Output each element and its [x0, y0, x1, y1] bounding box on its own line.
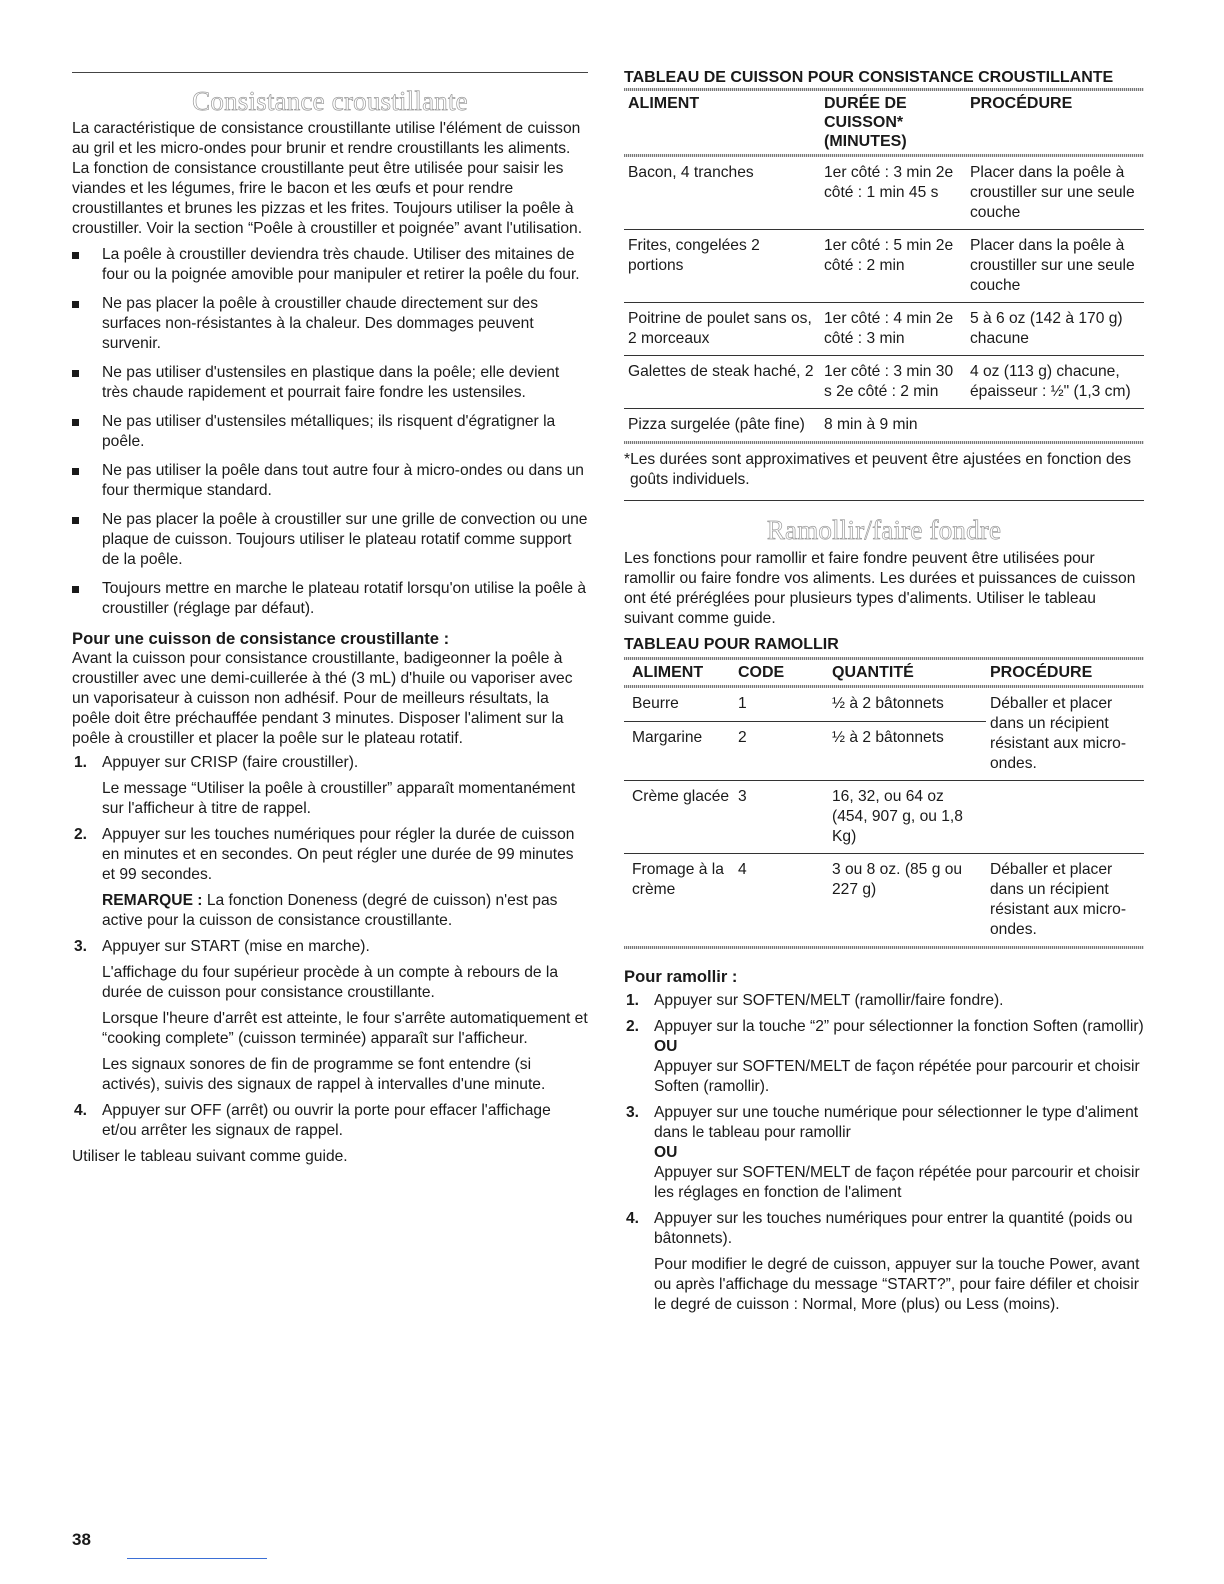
list-item: Ne pas placer la poêle à croustiller sur une grille de convection ou une plaque de cuisson. Toujours utiliser le plateau rotatif comme support de la poêle.: [72, 510, 588, 570]
table-cell: Bacon, 4 tranches: [624, 157, 820, 230]
table-row: [624, 157, 1144, 230]
step-item: [72, 937, 588, 1095]
step-note: L'affichage du four supérieur procède à un compte à rebours de la durée de cuisson pour consistance croustillante.: [102, 964, 559, 1001]
soften-table: [624, 660, 1144, 946]
crisp-closing: Utiliser le tableau suivant comme guide.: [72, 1148, 348, 1165]
table-row: [624, 781, 1144, 854]
step-text: Appuyer sur OFF (arrêt) ou ouvrir la porte pour effacer l'affichage et/ou arrêter les signaux de rappel.: [102, 1102, 551, 1139]
table-bottom-rule: [624, 946, 1144, 949]
column-header: DURÉE DE CUISSON* (MINUTES): [824, 95, 907, 150]
step-number: 4.: [74, 1102, 88, 1119]
step-alt: Appuyer sur SOFTEN/MELT de façon répétée pour parcourir et choisir les réglages en fonction de l'aliment: [654, 1164, 1140, 1201]
table-cell: 1er côté : 4 min 2e côté : 3 min: [820, 303, 966, 356]
table-cell: Placer dans la poêle à croustiller sur une seule couche: [966, 230, 1144, 303]
list-item: Ne pas utiliser d'ustensiles métalliques; ils risquent d'égratigner la poêle.: [72, 412, 588, 452]
column-header: PROCÉDURE: [990, 664, 1093, 681]
step-item: [624, 991, 1144, 1011]
list-item: Ne pas placer la poêle à croustiller chaude directement sur des surfaces non-résistantes à la chaleur. Des dommages peuvent survenir.: [72, 294, 588, 354]
crisp-steps: [72, 753, 588, 1141]
table-cell: Crème glacée: [624, 781, 734, 854]
step-number: 1.: [74, 754, 88, 771]
table-row: [624, 854, 1144, 947]
table-row: [624, 688, 1144, 722]
step-number: 3.: [74, 938, 88, 955]
table-cell: Poitrine de poulet sans os, 2 morceaux: [624, 303, 820, 356]
step-alt: Appuyer sur SOFTEN/MELT de façon répétée pour parcourir et choisir Soften (ramollir).: [654, 1058, 1140, 1095]
step-number: 2.: [626, 1018, 640, 1035]
step-number: 3.: [626, 1104, 640, 1121]
table-cell: ½ à 2 bâtonnets: [828, 722, 986, 781]
table-cell: 2: [734, 722, 828, 781]
list-item: Ne pas utiliser d'ustensiles en plastique dans la poêle; elle devient très chaude rapidement et pourrait faire fondre les ustensiles.: [72, 363, 588, 403]
crisp-table-footnote: *Les durées sont approximatives et peuvent être ajustées en fonction des goûts individuels.: [624, 451, 1132, 488]
table-cell: 1er côté : 5 min 2e côté : 2 min: [820, 230, 966, 303]
table-cell: 16, 32, ou 64 oz (454, 907 g, ou 1,8 Kg): [828, 781, 986, 854]
page-number: 38: [72, 1530, 91, 1549]
crisp-intro: La caractéristique de consistance croustillante utilise l'élément de cuisson au gril et les micro-ondes pour brunir et rendre croustillants les aliments. La fonction de consistance croustillante peut être utilisée pour saisir les viandes et les légumes, frire le bacon et les œufs et pour rendre croustillantes et brunes les pizzas et les frites. Toujours utiliser la poêle à croustiller. Voir la section “Poêle à croustiller et poignée” avant l'utilisation.: [72, 120, 583, 237]
step-item: [624, 1103, 1144, 1203]
table-header-row: [624, 91, 1144, 154]
table-cell: Placer dans la poêle à croustiller sur une seule couche: [966, 157, 1144, 230]
soften-intro: Les fonctions pour ramollir et faire fondre peuvent être utilisées pour ramollir ou faire fondre vos aliments. Les durées et puissances de cuisson ont été préréglées pour plusieurs types d'aliments. Utiliser le tableau suivant comme guide.: [624, 550, 1136, 627]
step-item: [72, 753, 588, 819]
table-cell: Frites, congelées 2 portions: [624, 230, 820, 303]
step-text: Appuyer sur START (mise en marche).: [102, 938, 370, 955]
table-bottom-rule: [624, 441, 1144, 444]
soften-table-title: TABLEAU POUR RAMOLLIR: [624, 636, 839, 653]
table-cell: 4 oz (113 g) chacune, épaisseur : ½" (1,3 cm): [966, 356, 1144, 409]
table-header-row: [624, 660, 1144, 685]
soften-howto-heading: Pour ramollir :: [624, 967, 738, 986]
table-cell: Déballer et placer dans un récipient résistant aux micro-ondes.: [990, 861, 1127, 938]
table-row: [624, 303, 1144, 356]
list-item: La poêle à croustiller deviendra très chaude. Utiliser des mitaines de four ou la poignée amovible pour manipuler et retirer la poêle du four.: [72, 245, 588, 285]
table-cell: 3: [734, 781, 828, 854]
remark-label: REMARQUE :: [102, 892, 203, 909]
step-item: [72, 1101, 588, 1141]
table-cell: 4: [738, 861, 747, 878]
table-cell: [986, 781, 1144, 854]
left-column: [72, 86, 588, 1167]
step-note: Pour modifier le degré de cuisson, appuyer sur la touche Power, avant ou après l'affichage du message “START?”, pour faire défiler et choisir le degré de cuisson : Normal, More (plus) ou Less (moins).: [654, 1256, 1140, 1313]
step-number: 2.: [74, 826, 88, 843]
table-cell: Déballer et placer dans un récipient résistant aux micro-ondes.: [986, 688, 1144, 781]
step-item: [72, 825, 588, 931]
step-note: Lorsque l'heure d'arrêt est atteinte, le four s'arrête automatiquement et “cooking complete” (cuisson terminée) apparaît sur l'afficheur.: [102, 1010, 588, 1047]
or-label: OU: [654, 1144, 678, 1161]
table-row: [624, 230, 1144, 303]
step-item: [624, 1209, 1144, 1315]
crisp-warnings: [72, 245, 588, 619]
list-item: Ne pas utiliser la poêle dans tout autre four à micro-ondes ou dans un four thermique standard.: [72, 461, 588, 501]
column-header: ALIMENT: [632, 664, 704, 681]
table-cell: 8 min à 9 min: [824, 416, 918, 433]
section-title-crisp: Consistance croustillante: [192, 86, 468, 116]
step-text: Appuyer sur une touche numérique pour sélectionner le type d'aliment dans le tableau pour ramollir: [654, 1104, 1139, 1141]
table-cell: 1er côté : 3 min 30 s 2e côté : 2 min: [820, 356, 966, 409]
remark-text: La fonction Doneness (degré de cuisson) n'est pas active pour la cuisson de consistance croustillante.: [102, 892, 558, 929]
column-header: QUANTITÉ: [832, 664, 914, 681]
section-title-soften: Ramollir/faire fondre: [766, 515, 1002, 545]
table-cell: 3 ou 8 oz. (85 g ou 227 g): [832, 861, 963, 898]
table-cell: Margarine: [624, 722, 734, 781]
step-text: Appuyer sur SOFTEN/MELT (ramollir/faire fondre).: [654, 992, 1004, 1009]
column-header: ALIMENT: [628, 95, 700, 112]
crisp-howto-heading: Pour une cuisson de consistance croustillante :: [72, 629, 450, 648]
crisp-howto-intro: Avant la cuisson pour consistance croustillante, badigeonner la poêle à croustiller avec une demi-cuillerée à thé (3 mL) d'huile ou vaporiser avec un vaporisateur à cuisson non adhésif. Pour de meilleurs résultats, la poêle doit être préchauffée pendant 3 minutes. Disposer l'aliment sur la poêle à croustiller et placer la poêle sur le plateau rotatif.: [72, 650, 573, 747]
column-header: PROCÉDURE: [970, 95, 1073, 112]
table-cell: 1er côté : 3 min 2e côté : 1 min 45 s: [820, 157, 966, 230]
step-text: Appuyer sur la touche “2” pour sélectionner la fonction Soften (ramollir): [654, 1018, 1144, 1035]
right-column: [624, 68, 1144, 1321]
step-item: [624, 1017, 1144, 1097]
table-cell: Fromage à la crème: [632, 861, 724, 898]
soften-steps: [624, 991, 1144, 1315]
crisp-table: [624, 91, 1144, 441]
table-cell: 5 à 6 oz (142 à 170 g) chacune: [966, 303, 1144, 356]
or-label: OU: [654, 1038, 678, 1055]
footer-rule: [127, 1558, 267, 1559]
step-number: 4.: [626, 1210, 640, 1227]
step-text: Appuyer sur CRISP (faire croustiller).: [102, 754, 359, 771]
step-note: Les signaux sonores de fin de programme se font entendre (si activés), suivis des signaux de rappel à intervalles d'une minute.: [102, 1056, 546, 1093]
section-divider: [624, 500, 1144, 501]
step-remark: [102, 891, 588, 931]
step-number: 1.: [626, 992, 640, 1009]
top-rule: [72, 72, 588, 73]
table-row: [624, 409, 1144, 442]
table-cell: ½ à 2 bâtonnets: [828, 688, 986, 722]
list-item: Toujours mettre en marche le plateau rotatif lorsqu'on utilise la poêle à croustiller (réglage par défaut).: [72, 579, 588, 619]
table-row: [624, 356, 1144, 409]
step-text: Appuyer sur les touches numériques pour entrer la quantité (poids ou bâtonnets).: [654, 1210, 1133, 1247]
table-cell: Beurre: [624, 688, 734, 722]
step-note: Le message “Utiliser la poêle à croustiller” apparaît momentanément sur l'afficheur à titre de rappel.: [102, 780, 576, 817]
table-cell: Pizza surgelée (pâte fine): [628, 416, 805, 433]
column-header: CODE: [738, 664, 785, 681]
step-text: Appuyer sur les touches numériques pour régler la durée de cuisson en minutes et en secondes. On peut régler une durée de 99 minutes et 99 secondes.: [102, 826, 575, 883]
table-cell: 1: [734, 688, 828, 722]
table-cell: Galettes de steak haché, 2: [624, 356, 820, 409]
crisp-table-title: TABLEAU DE CUISSON POUR CONSISTANCE CROUSTILLANTE: [624, 69, 1114, 86]
table-cell: [966, 409, 1144, 442]
